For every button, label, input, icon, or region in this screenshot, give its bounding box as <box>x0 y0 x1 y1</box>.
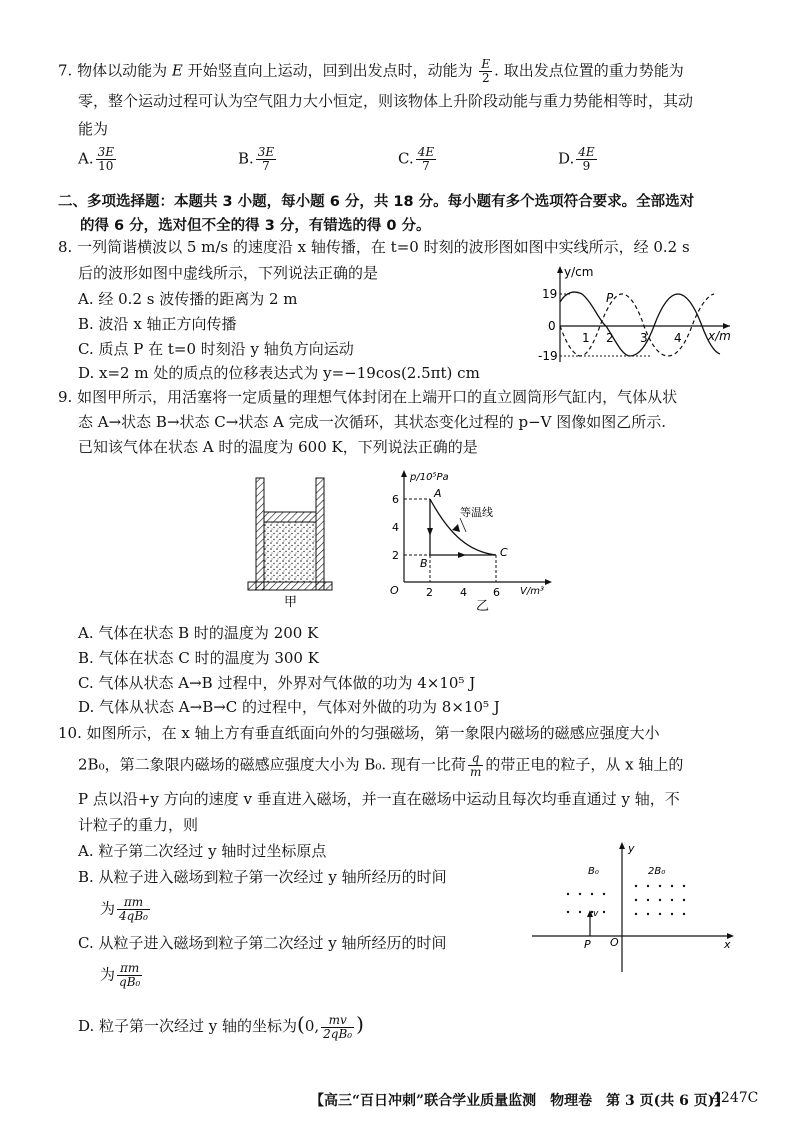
page-footer: 【高三“百日冲刺”联合学业质量监测 物理卷 第 3 页(共 6 页)】 <box>310 1093 729 1109</box>
piston <box>264 512 316 522</box>
point-p-label: P <box>606 291 614 305</box>
fig-a-label: 甲 <box>284 595 298 610</box>
exam-code: 4247C <box>712 1090 759 1106</box>
p-tick-6: 6 <box>392 493 399 506</box>
x-axis-label: x/m <box>708 329 731 343</box>
q7-option-d[interactable]: D. $\frac{4E}{9}$ <box>558 145 595 173</box>
q9-option-d[interactable]: D. 气体从状态 A→B→C 的过程中，气体对外做的功为 8×10⁵ J <box>78 698 500 716</box>
q10-line1: 10. 如图所示，在 x 轴上方有垂直纸面向外的匀强磁场，第一象限内磁场的磁感应强度大小 <box>58 724 660 742</box>
fig-a-cylinder <box>240 470 340 610</box>
q8-option-c[interactable]: C. 质点 P 在 t=0 时刻沿 y 轴负方向运动 <box>78 340 354 358</box>
q10-line4: 计粒子的重力，则 <box>78 816 199 834</box>
q10-option-d[interactable]: D. 粒子第一次经过 y 轴的坐标为(0, $\frac{mv}{\text{2qB₀}}$ ) <box>78 1012 364 1041</box>
2b0-label: 2B₀ <box>648 866 666 877</box>
q9-line2: 态 A→状态 B→状态 C→状态 A 完成一次循环，其状态变化过程的 p−V 图像如图乙所示. <box>78 413 667 431</box>
cylinder-left-wall <box>256 478 264 590</box>
origin-label: O <box>610 936 619 949</box>
q9-option-a[interactable]: A. 气体在状态 B 时的温度为 200 K <box>78 624 319 642</box>
x-tick-1: 1 <box>582 331 590 345</box>
velocity-label: v <box>593 909 599 919</box>
q10-line3: P 点以沿+y 方向的速度 v 垂直进入磁场，并一直在磁场中运动且每次均垂直通过 y 轴，不 <box>78 790 680 808</box>
q7-line1: 7. 物体以动能为 E 开始竖直向上运动，回到出发点时，动能为 $\frac{E}{2}$ . 取出发点位置的重力势能为 <box>58 57 684 85</box>
cylinder-right-wall <box>316 478 324 590</box>
fig-b-pv-graph <box>380 466 560 614</box>
section2-heading-line2: 的得 6 分，选对但不全的得 3 分，有错选的得 0 分。 <box>80 218 431 234</box>
cylinder-base <box>248 582 332 590</box>
q8-option-d[interactable]: D. x=2 m 处的质点的位移表达式为 y=−19cos(2.5πt) cm <box>78 364 480 382</box>
y-axis-label: y/cm <box>564 265 594 279</box>
x-axis-label: x <box>724 938 731 951</box>
point-b-label: B <box>420 557 428 570</box>
q8-line1: 8. 一列简谐横波以 5 m/s 的速度沿 x 轴传播，在 t=0 时刻的波形图如图中实线所示，经 0.2 s <box>58 238 690 256</box>
b0-label: B₀ <box>588 866 599 877</box>
q8-wave-graph <box>530 262 740 370</box>
q10-option-a[interactable]: A. 粒子第二次经过 y 轴时过坐标原点 <box>78 842 327 860</box>
q10-option-c-line2[interactable]: 为 $\frac{\pi m}{\text{qB₀}}$ <box>100 961 141 989</box>
y-tick-19: 19 <box>542 287 558 301</box>
p-axis-label: p/10⁵Pa <box>410 472 449 483</box>
q10-option-c-line1[interactable]: C. 从粒子进入磁场到粒子第二次经过 y 轴所经历的时间 <box>78 934 447 952</box>
q10-line2: 2B₀，第二象限内磁场的磁感应强度大小为 B₀. 现有一比荷 $\frac{q}{m}$ 的带正电的粒子，从 x 轴上的 <box>78 751 684 779</box>
section2-heading: 二、多项选择题：本题共 3 小题，每小题 6 分，共 18 分。每小题有多个选项符合要求。全部选对 <box>58 194 695 210</box>
y-tick-0: 0 <box>548 319 556 333</box>
field-dots-quadrant1 <box>635 885 685 915</box>
v-tick-4: 4 <box>460 586 467 599</box>
q8-option-b[interactable]: B. 波沿 x 轴正方向传播 <box>78 315 237 333</box>
q7-option-c[interactable]: C. $\frac{4E}{7}$ <box>398 145 435 173</box>
q7-options <box>78 146 718 173</box>
y-axis-label: y <box>628 842 635 855</box>
q7-option-a[interactable]: A. $\frac{3E}{10}$ <box>78 145 115 173</box>
q9-line3: 已知该气体在状态 A 时的温度为 600 K，下列说法正确的是 <box>78 438 478 456</box>
q10-option-b-line2[interactable]: 为 $\frac{\pi m}{\text{4qB₀}}$ <box>100 895 148 923</box>
q10-option-b-line1[interactable]: B. 从粒子进入磁场到粒子第一次经过 y 轴所经历的时间 <box>78 868 447 886</box>
v-axis-label: V/m³ <box>520 586 544 597</box>
q7-line2: 零，整个运动过程可认为空气阻力大小恒定，则该物体上升阶段动能与重力势能相等时，其动 <box>78 92 694 110</box>
point-p-label: P <box>584 938 591 951</box>
point-c-label: C <box>500 546 508 559</box>
p-tick-4: 4 <box>392 521 399 534</box>
y-tick-neg19: -19 <box>538 349 558 363</box>
q9-line1: 9. 如图甲所示，用活塞将一定质量的理想气体封闭在上端开口的直立圆筒形气缸内，气体从状 <box>58 388 678 406</box>
q7-option-b[interactable]: B. $\frac{3E}{7}$ <box>238 145 275 173</box>
q8-option-a[interactable]: A. 经 0.2 s 波传播的距离为 2 m <box>78 290 298 308</box>
y-axis-arrow <box>557 266 563 273</box>
q9-option-b[interactable]: B. 气体在状态 C 时的温度为 300 K <box>78 649 319 667</box>
fig-b-label: 乙 <box>476 599 490 614</box>
q10-field-graph <box>528 838 738 978</box>
solid-wave <box>560 292 720 356</box>
x-tick-3: 3 <box>640 331 648 345</box>
gas <box>264 522 316 582</box>
point-a-label: A <box>434 487 442 500</box>
x-tick-2: 2 <box>606 331 614 345</box>
q7-line3: 能为 <box>78 120 109 138</box>
isotherm-label: 等温线 <box>460 506 493 519</box>
q8-line2: 后的波形如图中虚线所示，下列说法正确的是 <box>78 264 379 282</box>
field-dots-quadrant2 <box>567 893 605 913</box>
q9-option-c[interactable]: C. 气体从状态 A→B 过程中，外界对气体做的功为 4×10⁵ J <box>78 674 476 692</box>
v-tick-2: 2 <box>426 586 433 599</box>
origin-label: O <box>390 584 399 597</box>
x-tick-4: 4 <box>674 331 682 345</box>
p-tick-2: 2 <box>392 549 399 562</box>
v-tick-6: 6 <box>493 586 500 599</box>
